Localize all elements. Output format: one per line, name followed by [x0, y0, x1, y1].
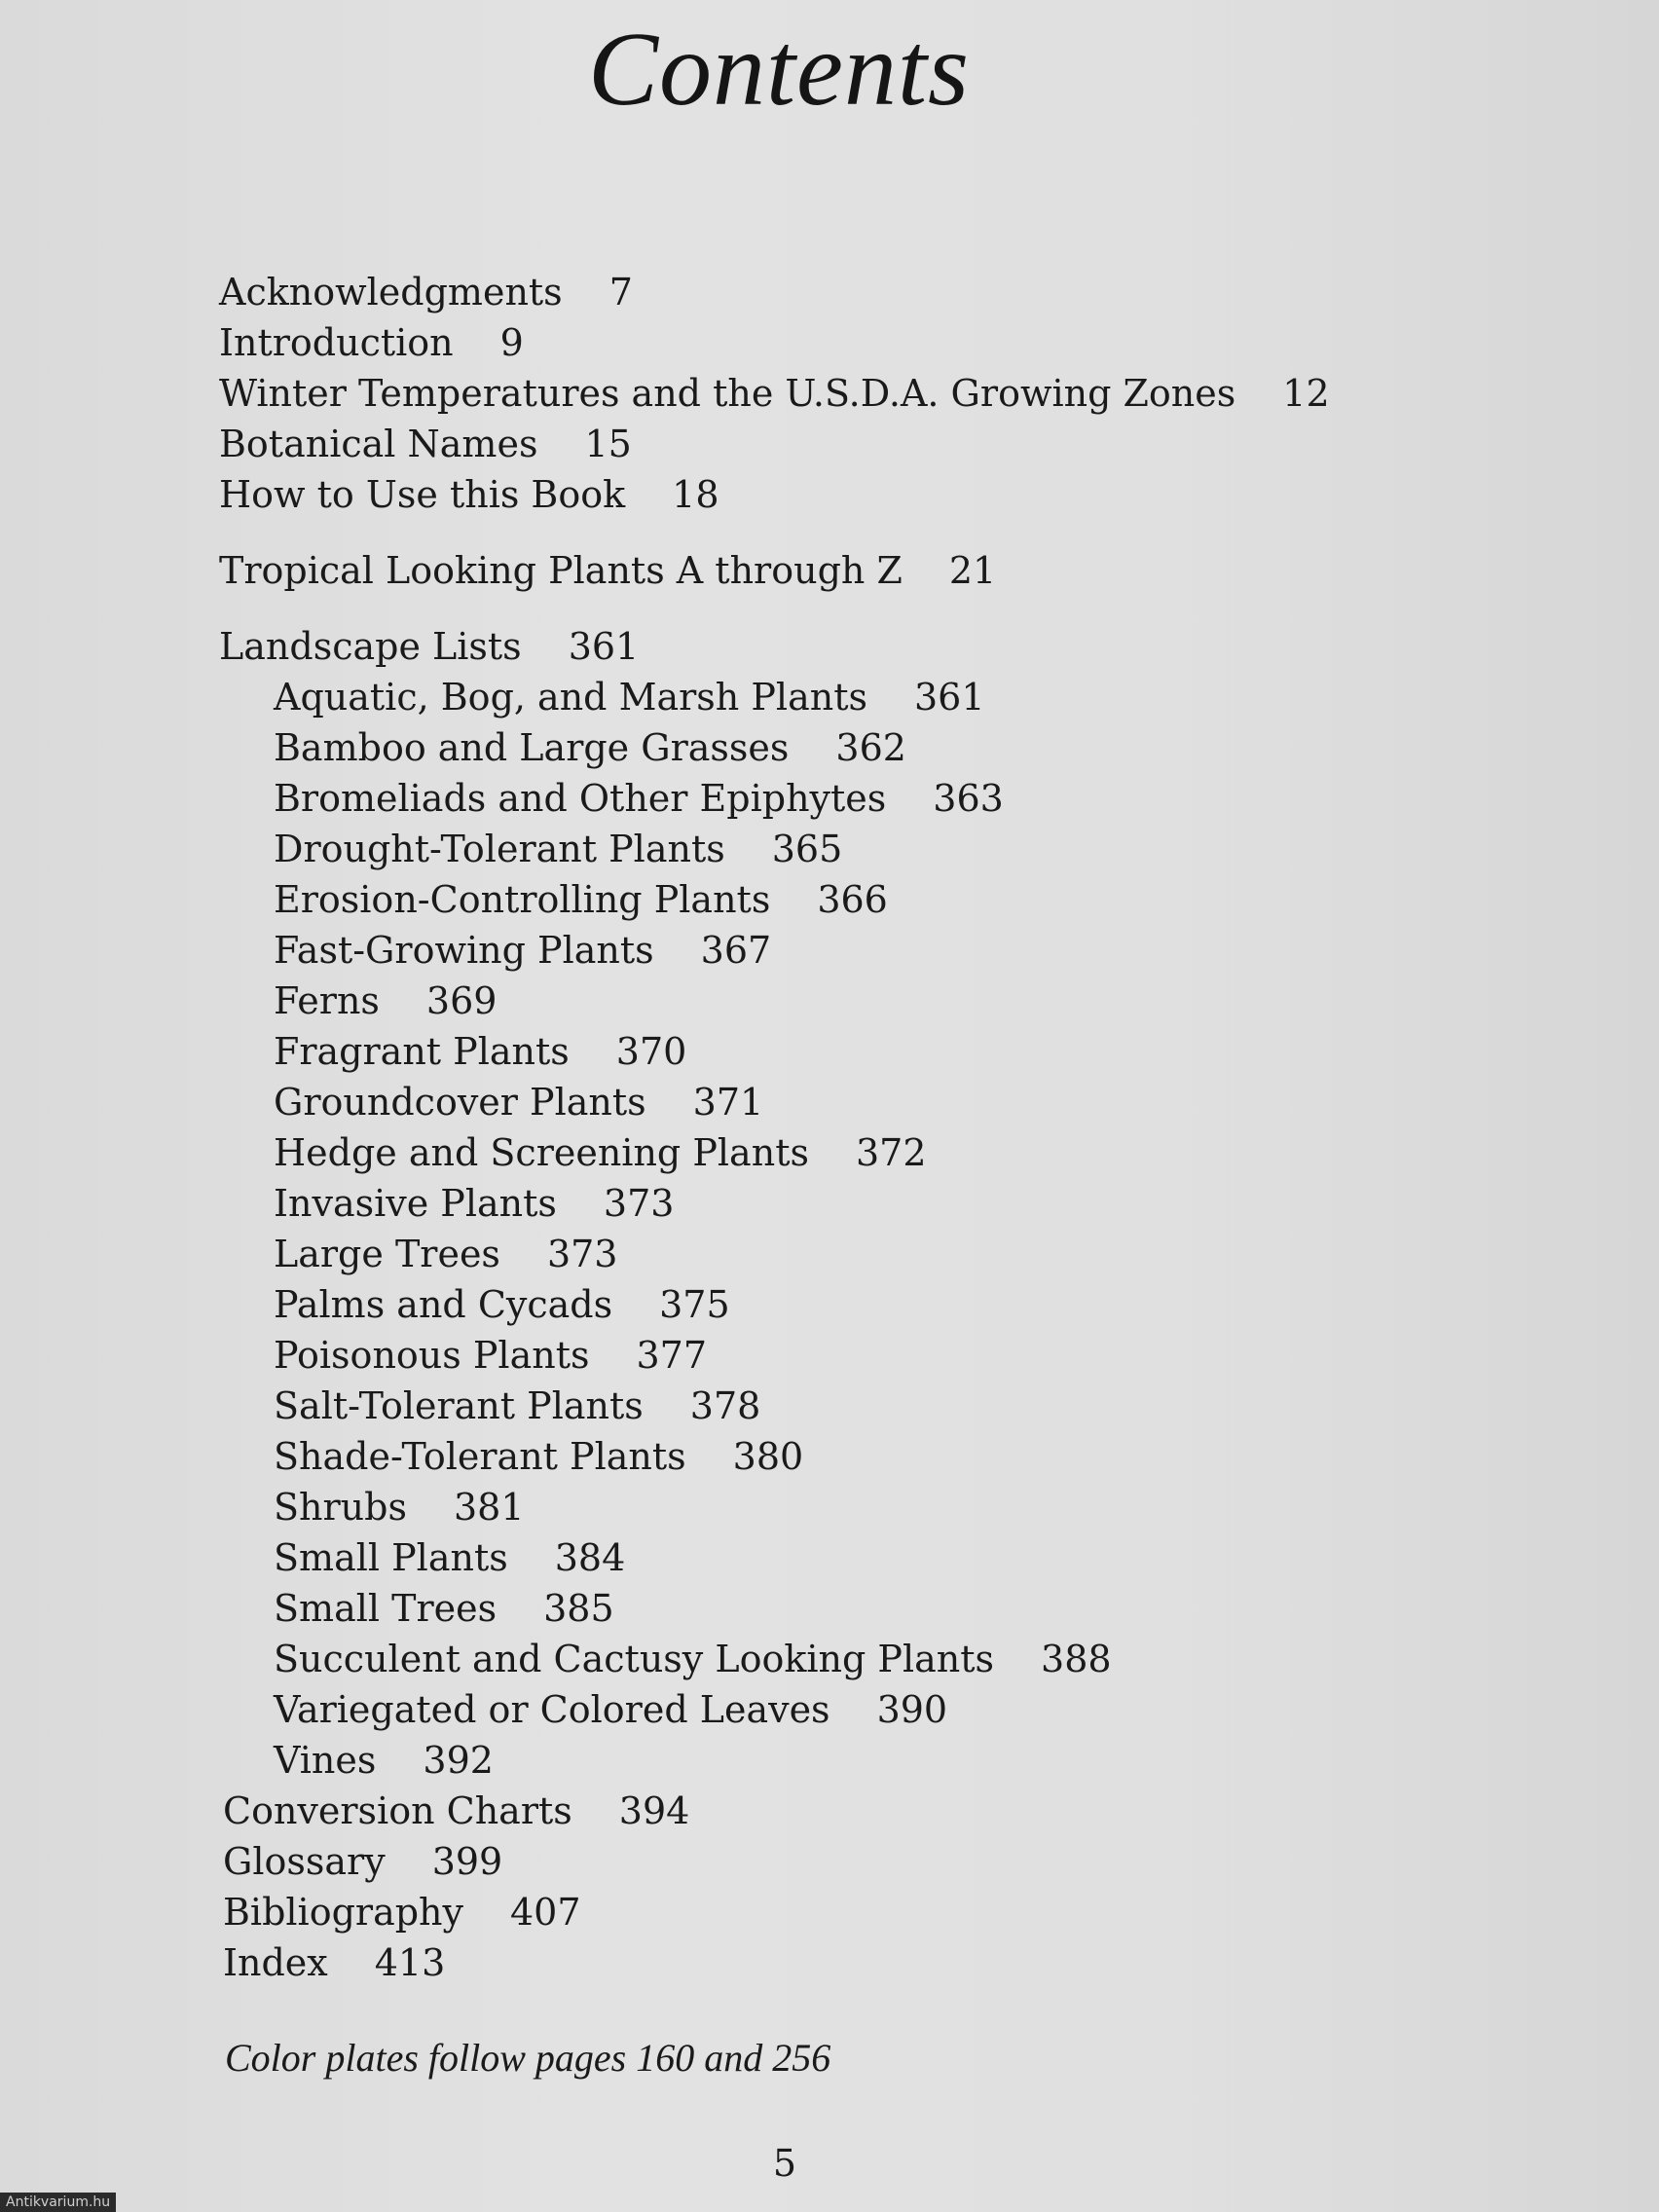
toc-entry: [274, 1532, 625, 1583]
toc-entry-page: 367: [700, 929, 772, 972]
toc-entry-page: 365: [771, 828, 843, 870]
toc-entry-title: Hedge and Screening Plants: [274, 1131, 809, 1174]
toc-entry-page: 18: [672, 473, 719, 516]
toc-entry: [223, 1887, 581, 1937]
toc-entry-page: 361: [568, 625, 640, 668]
toc-entry: [274, 874, 888, 925]
toc-entry-page: 370: [615, 1030, 687, 1073]
toc-entry: [274, 1583, 614, 1634]
toc-entry-page: 372: [855, 1131, 927, 1174]
toc-entry: [223, 1836, 502, 1887]
page-number: 5: [772, 2142, 797, 2185]
toc-entry: [274, 824, 842, 874]
toc-entry-title: Small Trees: [274, 1587, 498, 1630]
toc-entry: [274, 773, 1004, 824]
toc-entry-title: Salt-Tolerant Plants: [274, 1384, 644, 1427]
toc-entry-title: Introduction: [219, 321, 454, 364]
toc-entry-title: Acknowledgments: [219, 271, 563, 313]
toc-entry: [274, 1431, 803, 1482]
toc-entry-title: Groundcover Plants: [274, 1081, 646, 1124]
toc-entry-title: Small Plants: [274, 1536, 508, 1579]
toc-entry-title: Shade-Tolerant Plants: [274, 1435, 686, 1478]
toc-entry: [274, 672, 985, 722]
toc-entry-title: Winter Temperatures and the U.S.D.A. Growing Zones: [219, 372, 1236, 415]
toc-entry: [219, 267, 633, 317]
toc-entry: [274, 1279, 730, 1330]
toc-entry-title: Large Trees: [274, 1233, 500, 1275]
toc-entry: [219, 621, 639, 672]
toc-entry: [274, 1127, 927, 1178]
toc-entry: [274, 722, 906, 773]
toc-entry: [274, 1684, 947, 1735]
toc-entry-page: 363: [933, 777, 1004, 820]
toc-entry: [219, 469, 719, 520]
toc-entry-page: 15: [584, 423, 632, 465]
toc-entry: [274, 1077, 763, 1127]
toc-entry-title: Ferns: [274, 979, 380, 1022]
toc-entry-page: 21: [948, 549, 997, 592]
toc-entry-title: Invasive Plants: [274, 1182, 557, 1225]
page-title: Contents: [587, 12, 970, 128]
toc-entry: [219, 419, 632, 469]
toc-entry: [274, 1634, 1112, 1684]
toc-entry-page: 366: [817, 878, 888, 921]
toc-entry: [219, 545, 996, 596]
toc-entry-title: Aquatic, Bog, and Marsh Plants: [274, 676, 867, 719]
toc-entry: [274, 1330, 707, 1381]
toc-entry-title: Variegated or Colored Leaves: [274, 1688, 830, 1731]
toc-entry-page: 388: [1041, 1638, 1112, 1680]
toc-entry-page: 7: [608, 271, 633, 313]
toc-entry-page: 390: [876, 1688, 948, 1731]
toc-entry-page: 392: [423, 1739, 494, 1782]
toc-entry: [274, 1482, 525, 1532]
toc-entry-title: Shrubs: [274, 1486, 407, 1529]
toc-entry-page: 12: [1282, 372, 1330, 415]
toc-entry-page: 394: [618, 1789, 690, 1832]
toc-entry-page: 373: [546, 1233, 618, 1275]
toc-entry-page: 375: [659, 1283, 730, 1326]
toc-entry-title: Tropical Looking Plants A through Z: [219, 549, 903, 592]
toc-entry-page: 384: [554, 1536, 626, 1579]
toc-entry-page: 381: [453, 1486, 525, 1529]
toc-entry: [219, 317, 524, 368]
toc-entry-page: 362: [835, 726, 906, 769]
toc-entry-title: Landscape Lists: [219, 625, 522, 668]
toc-entry-page: 385: [543, 1587, 614, 1630]
toc-entry-title: Index: [223, 1941, 328, 1984]
toc-entry-page: 399: [431, 1840, 503, 1883]
toc-entry-title: Erosion-Controlling Plants: [274, 878, 771, 921]
toc-entry-title: How to Use this Book: [219, 473, 626, 516]
toc-entry-page: 373: [603, 1182, 675, 1225]
toc-entry: [274, 1735, 494, 1786]
toc-entry-title: Bamboo and Large Grasses: [274, 726, 790, 769]
toc-entry: [274, 1026, 686, 1077]
toc-entry-title: Bromeliads and Other Epiphytes: [274, 777, 887, 820]
toc-entry-page: 9: [499, 321, 524, 364]
toc-entry-page: 377: [636, 1334, 707, 1377]
toc-entry-title: Fragrant Plants: [274, 1030, 570, 1073]
toc-entry: [219, 368, 1330, 419]
toc-entry: [274, 1381, 760, 1431]
watermark: Antikvarium.hu: [0, 2193, 116, 2212]
toc-entry-title: Bibliography: [223, 1891, 463, 1934]
toc-entry-title: Poisonous Plants: [274, 1334, 590, 1377]
toc-entry: [274, 976, 497, 1026]
toc-entry-page: 369: [425, 979, 498, 1022]
toc-entry-title: Glossary: [223, 1840, 386, 1883]
toc-entry-title: Vines: [274, 1739, 377, 1782]
toc-entry-page: 371: [692, 1081, 764, 1124]
toc-entry-page: 407: [510, 1891, 581, 1934]
toc-entry-title: Botanical Names: [219, 423, 538, 465]
toc-entry-page: 378: [689, 1384, 761, 1427]
toc-entry-page: 413: [374, 1941, 446, 1984]
toc-entry-title: Conversion Charts: [223, 1789, 572, 1832]
toc-entry-title: Fast-Growing Plants: [274, 929, 654, 972]
color-plates-note: Color plates follow pages 160 and 256: [225, 2036, 831, 2080]
toc-entry: [223, 1786, 689, 1836]
toc-entry: [274, 1229, 617, 1279]
toc-entry: [223, 1937, 445, 1988]
toc-entry: [274, 925, 771, 976]
toc-entry: [274, 1178, 674, 1229]
toc-entry-title: Palms and Cycads: [274, 1283, 613, 1326]
toc-entry-page: 361: [914, 676, 985, 719]
toc-entry-page: 380: [732, 1435, 804, 1478]
toc-entry-title: Drought-Tolerant Plants: [274, 828, 725, 870]
toc-entry-title: Succulent and Cactusy Looking Plants: [274, 1638, 995, 1680]
